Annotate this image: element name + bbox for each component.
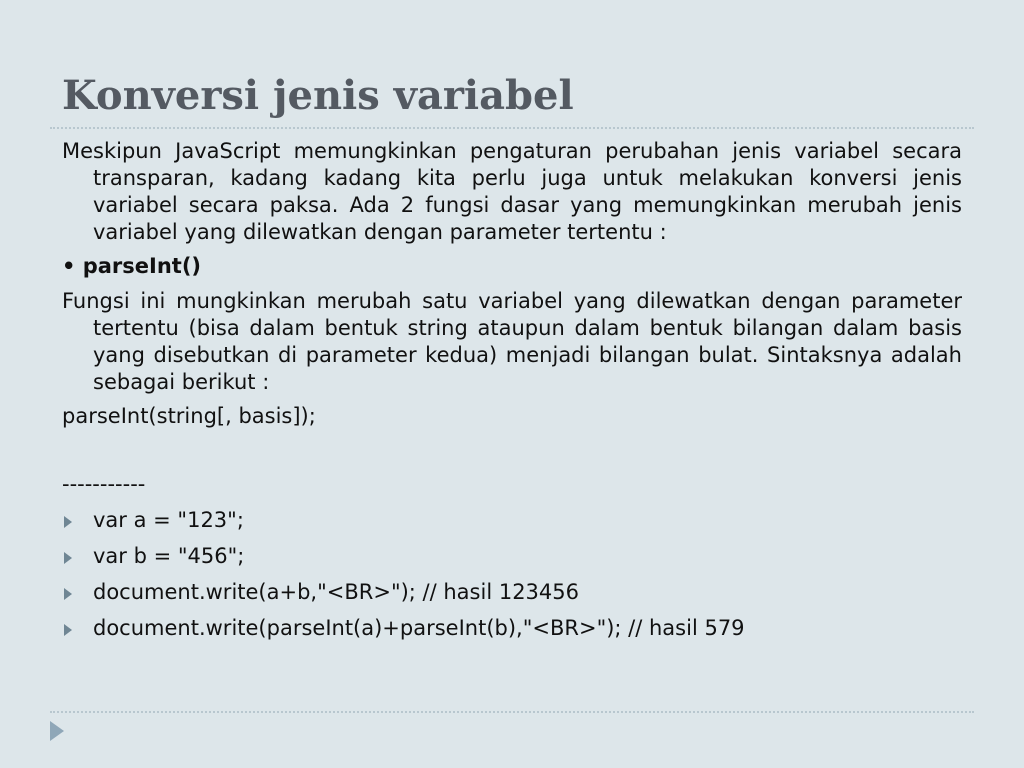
syntax-line: parseInt(string[, basis]); (62, 404, 316, 428)
code-line-text: var b = "456"; (93, 544, 245, 568)
intro-paragraph: Meskipun JavaScript memungkinkan pengaturan perubahan jenis variabel secara transparan, kadang kadang kita perlu juga untuk melakukan konversi jenis variabel secara paksa. Ada 2 fungsi dasar yang memungkinkan merubah jenis variabel yang dilewatkan dengan parameter tertentu : (62, 139, 962, 244)
separator-line: ----------- (62, 472, 146, 496)
code-line-text: document.write(parseInt(a)+parseInt(b),"<BR>"); // hasil 579 (93, 616, 745, 640)
slide-body (62, 138, 962, 651)
description-paragraph: Fungsi ini mungkinkan merubah satu variabel yang dilewatkan dengan parameter tertentu (bisa dalam bentuk string ataupun dalam bentuk bilangan dalam basis yang disebutkan di parameter kedua) menjadi bilangan bulat. Sintaksnya adalah sebagai berikut : (62, 289, 962, 394)
triangle-right-icon (64, 624, 72, 636)
title-divider (50, 127, 974, 129)
slide-title: Konversi jenis variabel (62, 72, 574, 119)
function-heading: • parseInt() (62, 254, 202, 278)
code-line (62, 543, 962, 570)
spacer (62, 437, 962, 471)
triangle-right-icon (64, 516, 72, 528)
code-line-text: document.write(a+b,"<BR>"); // hasil 123456 (93, 580, 579, 604)
triangle-right-icon (50, 721, 64, 741)
code-line (62, 507, 962, 534)
triangle-right-icon (64, 552, 72, 564)
code-line (62, 615, 962, 642)
code-line-text: var a = "123"; (93, 508, 244, 532)
footer-divider (50, 711, 974, 713)
code-line (62, 579, 962, 606)
triangle-right-icon (64, 588, 72, 600)
code-list (62, 507, 962, 642)
